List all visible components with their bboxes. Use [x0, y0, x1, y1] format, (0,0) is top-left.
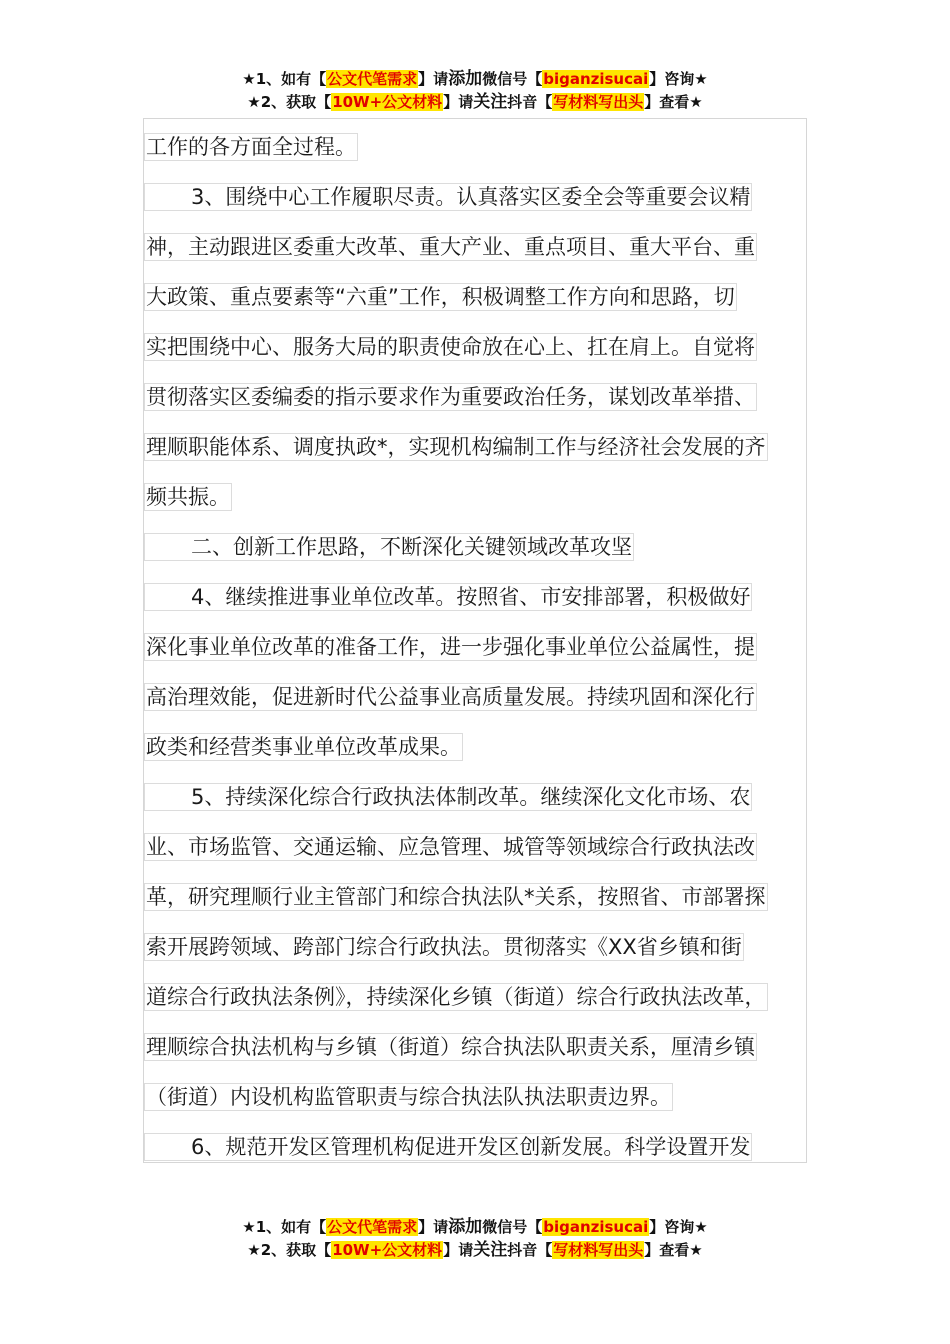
text-line — [144, 371, 824, 421]
line-text: 高治理效能，促进新时代公益事业高质量发展。持续巩固和深化行 — [146, 685, 755, 709]
document-body — [144, 121, 824, 1171]
text-line — [144, 921, 824, 971]
banner-text: 关注 — [473, 1240, 508, 1260]
banner-text: 】请 — [443, 93, 474, 111]
banner-highlight: 公文代笔需求 — [327, 1218, 418, 1236]
text-line — [144, 271, 824, 321]
banner-text: ★1、如有【 — [242, 70, 327, 88]
banner-text: ★1、如有【 — [242, 1218, 327, 1236]
text-line — [144, 821, 824, 871]
banner-line-1 — [0, 1216, 950, 1239]
line-text: 实把围绕中心、服务大局的职责使命放在心上、扛在肩上。自觉将 — [146, 335, 755, 359]
line-text: 政类和经营类事业单位改革成果。 — [146, 735, 461, 759]
banner-text: 关注 — [473, 92, 508, 112]
text-line — [144, 771, 824, 821]
wechat-id: biganzisucai — [543, 70, 649, 88]
banner-highlight: 10W+公文材料 — [332, 93, 443, 111]
line-text: 索开展跨领域、跨部门综合行政执法。贯彻落实《XX省乡镇和街 — [146, 935, 742, 959]
banner-text: 微信号【 — [482, 1218, 543, 1236]
line-text: 3、围绕中心工作履职尽责。认真落实区委全会等重要会议精 — [144, 183, 752, 211]
banner-text: 】查看★ — [644, 93, 703, 111]
banner-text: 抖音【 — [507, 1241, 553, 1259]
bottom-banner — [0, 1216, 950, 1262]
banner-text: 】请 — [443, 1241, 474, 1259]
banner-line-2 — [0, 91, 950, 114]
text-line — [144, 1021, 824, 1071]
text-line — [144, 171, 824, 221]
line-text: 6、规范开发区管理机构促进开发区创新发展。科学设置开发 — [144, 1133, 752, 1161]
line-text: 贯彻落实区委编委的指示要求作为重要政治任务，谋划改革举措、 — [146, 385, 755, 409]
douyin-account: 写材料写出头 — [553, 93, 644, 111]
line-text: 道综合行政执法条例》，持续深化乡镇（街道）综合行政执法改革， — [146, 985, 766, 1009]
banner-highlight: 10W+公文材料 — [332, 1241, 443, 1259]
line-text: 深化事业单位改革的准备工作，进一步强化事业单位公益属性，提 — [146, 635, 755, 659]
banner-text: 】查看★ — [644, 1241, 703, 1259]
banner-line-2 — [0, 1239, 950, 1262]
text-line — [144, 221, 824, 271]
line-text: （街道）内设机构监管职责与综合执法队执法职责边界。 — [146, 1085, 671, 1109]
text-line — [144, 721, 824, 771]
banner-text: ★2、获取【 — [247, 1241, 332, 1259]
text-line — [144, 421, 824, 471]
banner-text: 微信号【 — [482, 70, 543, 88]
text-line — [144, 1071, 824, 1121]
line-text: 大政策、重点要素等“六重”工作，积极调整工作方向和思路，切 — [146, 285, 735, 309]
banner-text: 】请 — [418, 1218, 449, 1236]
text-line — [144, 621, 824, 671]
top-banner — [0, 68, 950, 114]
text-line — [144, 121, 824, 171]
text-line — [144, 671, 824, 721]
banner-text: 添加 — [448, 1217, 483, 1237]
text-line — [144, 321, 824, 371]
banner-line-1 — [0, 68, 950, 91]
line-text: 4、继续推进事业单位改革。按照省、市安排部署，积极做好 — [144, 583, 752, 611]
line-text: 5、持续深化综合行政执法体制改革。继续深化文化市场、农 — [144, 783, 752, 811]
banner-text: ★2、获取【 — [247, 93, 332, 111]
line-text: 理顺职能体系、调度执政*，实现机构编制工作与经济社会发展的齐 — [146, 435, 766, 459]
line-text: 工作的各方面全过程。 — [146, 135, 356, 159]
douyin-account: 写材料写出头 — [553, 1241, 644, 1259]
banner-text: 抖音【 — [507, 93, 553, 111]
wechat-id: biganzisucai — [543, 1218, 649, 1236]
line-text: 理顺综合执法机构与乡镇（街道）综合执法队职责关系，厘清乡镇 — [146, 1035, 755, 1059]
banner-highlight: 公文代笔需求 — [327, 70, 418, 88]
line-text: 革，研究理顺行业主管部门和综合执法队*关系，按照省、市部署探 — [146, 885, 766, 909]
text-line — [144, 571, 824, 621]
line-text: 业、市场监管、交通运输、应急管理、城管等领域综合行政执法改 — [146, 835, 755, 859]
text-line — [144, 971, 824, 1021]
line-text: 神，主动跟进区委重大改革、重大产业、重点项目、重大平台、重 — [146, 235, 755, 259]
text-line — [144, 871, 824, 921]
line-text: 频共振。 — [146, 485, 230, 509]
heading-text: 二、创新工作思路，不断深化关键领域改革攻坚 — [144, 533, 634, 561]
banner-text: 】请 — [418, 70, 449, 88]
text-line — [144, 471, 824, 521]
banner-text: 】咨询★ — [649, 70, 708, 88]
banner-text: 】咨询★ — [649, 1218, 708, 1236]
banner-text: 添加 — [448, 69, 483, 89]
text-line — [144, 1121, 824, 1171]
section-heading — [144, 521, 824, 571]
